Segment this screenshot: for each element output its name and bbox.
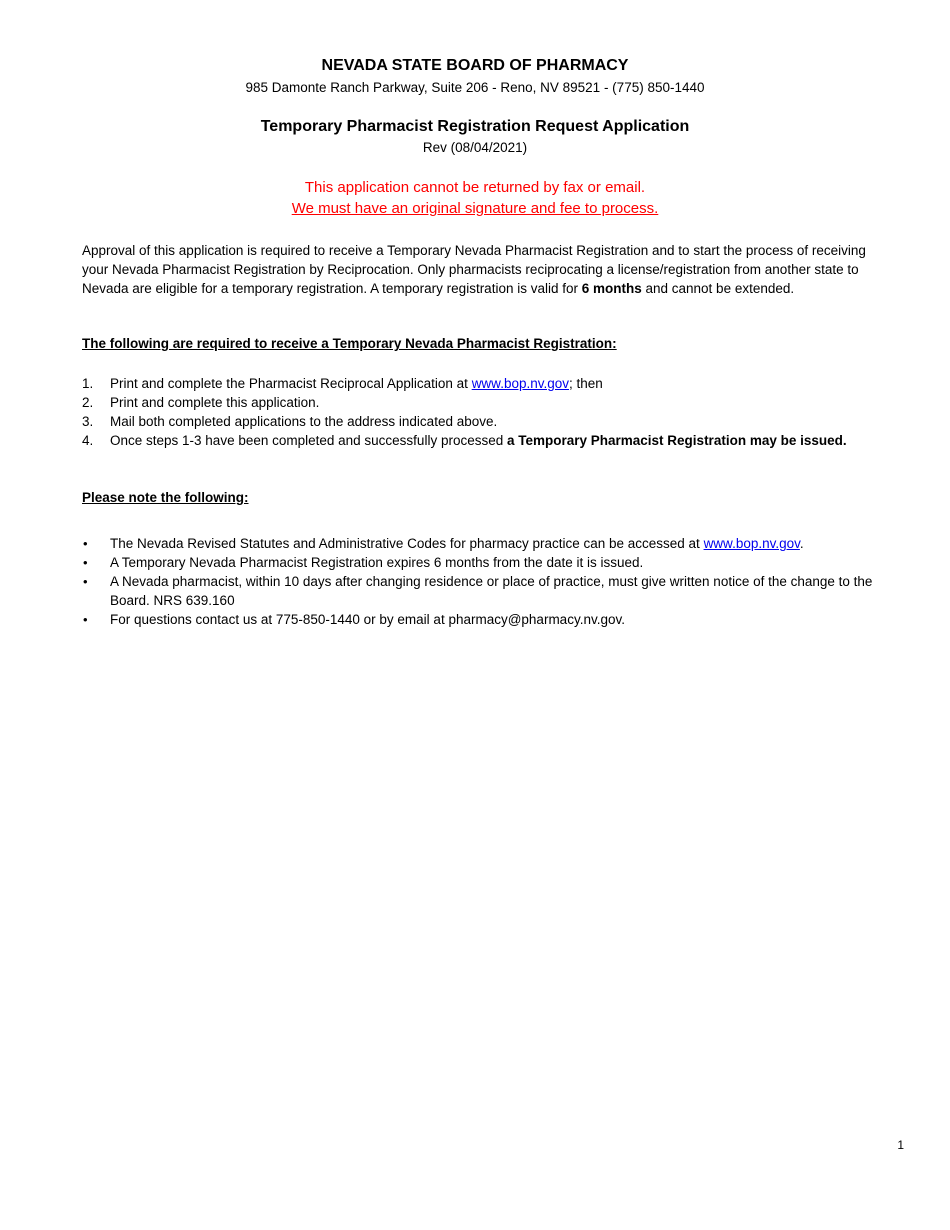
step-text: Print and complete the Pharmacist Reciprocal Application at [110, 376, 472, 391]
intro-text-end: and cannot be extended. [641, 281, 795, 296]
list-item [82, 534, 902, 553]
list-item [82, 393, 902, 412]
step-number: 4. [82, 433, 94, 448]
warning-line-1: This application cannot be returned by fax or email. [304, 179, 646, 196]
notes-heading: Please note the following: [82, 490, 249, 505]
warning-line-2: We must have an original signature and fee to process. [291, 200, 659, 217]
list-item [82, 431, 902, 450]
requirements-list [82, 374, 902, 450]
note-text: For questions contact us at 775-850-1440 or by email at pharmacy@pharmacy.nv.gov. [110, 612, 625, 627]
list-item [82, 610, 902, 629]
step-number: 1. [82, 376, 94, 391]
list-item [82, 412, 902, 431]
note-text: A Temporary Nevada Pharmacist Registration expires 6 months from the date it is issued. [110, 555, 644, 570]
note-text-end: . [799, 536, 804, 551]
bullet-icon: • [83, 612, 88, 627]
intro-bold-duration: 6 months [581, 281, 642, 296]
form-revision: Rev (08/04/2021) [422, 140, 528, 155]
step-text-bold: a Temporary Pharmacist Registration may be issued. [506, 433, 847, 448]
intro-paragraph [82, 241, 882, 298]
step-number: 2. [82, 395, 94, 410]
note-text: A Nevada pharmacist, within 10 days after changing residence or place of practice, must give written notice of the change to the Board. NRS 639.160 [110, 574, 873, 608]
bullet-icon: • [83, 574, 88, 589]
list-item [82, 553, 902, 572]
bop-website-link[interactable]: www.bop.nv.gov [703, 536, 800, 551]
page-number: 1 [897, 1138, 904, 1152]
step-text: Print and complete this application. [110, 395, 320, 410]
requirements-heading: The following are required to receive a Temporary Nevada Pharmacist Registration: [82, 336, 617, 351]
bullet-icon: • [83, 536, 88, 551]
org-address: 985 Damonte Ranch Parkway, Suite 206 - Reno, NV 89521 - (775) 850-1440 [245, 80, 705, 95]
step-text: Mail both completed applications to the address indicated above. [110, 414, 498, 429]
step-number: 3. [82, 414, 94, 429]
form-title: Temporary Pharmacist Registration Request Application [260, 118, 690, 135]
note-text: The Nevada Revised Statutes and Administrative Codes for pharmacy practice can be accessed at [110, 536, 704, 551]
step-text-end: ; then [569, 376, 603, 391]
org-name: NEVADA STATE BOARD OF PHARMACY [321, 57, 629, 74]
notes-list [82, 534, 902, 629]
list-item [82, 572, 902, 610]
step-text: Once steps 1-3 have been completed and successfully processed [110, 433, 507, 448]
intro-text: Approval of this application is required to receive a Temporary Nevada Pharmacist Registration and to start the process of receiving your Nevada Pharmacist Registration by Reciprocation. Only pharmacists reciprocating a license/registration from another state to Nevada are eligible for a temporary registration. A temporary registration is valid for [82, 243, 866, 296]
list-item [82, 374, 902, 393]
bullet-icon: • [83, 555, 88, 570]
bop-website-link[interactable]: www.bop.nv.gov [471, 376, 569, 391]
